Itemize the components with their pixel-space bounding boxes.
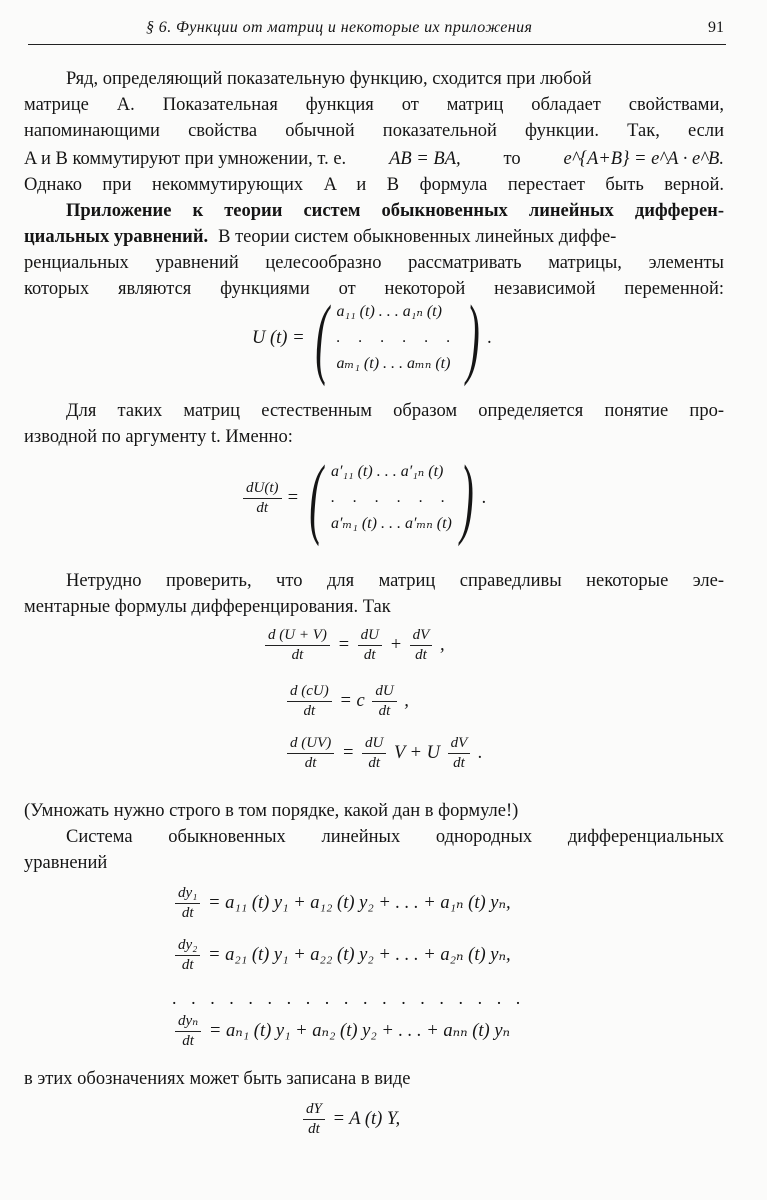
text-line: изводной по аргументу t. Именно: bbox=[24, 427, 293, 447]
final-equation bbox=[300, 1100, 400, 1139]
text-line: Однако при некоммутирующих A и B формула перестает быть верной. bbox=[24, 175, 724, 195]
fraction-numerator: dU(t) bbox=[243, 479, 282, 499]
system-equation-2 bbox=[172, 936, 511, 975]
operator: V + U bbox=[393, 742, 441, 763]
fraction-denominator: dt bbox=[181, 905, 194, 921]
formula-constant-rule bbox=[284, 682, 409, 721]
text-line bbox=[24, 224, 724, 251]
running-header bbox=[28, 16, 726, 45]
fraction-numerator: d (cU) bbox=[287, 682, 332, 702]
punctuation: . bbox=[481, 487, 487, 508]
text-line: напоминающими свойства обычной показательной функции. Так, если bbox=[24, 121, 724, 141]
fraction-denominator: dt bbox=[303, 703, 316, 719]
fraction-numerator: dU bbox=[362, 734, 386, 754]
ellipsis-row: ................... bbox=[172, 988, 535, 1008]
equation-rhs: = aₙ₁ (t) y₁ + aₙ₂ (t) y₂ + . . . + aₙₙ (t) yₙ bbox=[208, 1020, 511, 1041]
matrix-derivative-equation: $\frac{dU(t)}{dt}$ = ( a′₁₁ (t) . . . a′₁ₙ (t) . . . . . . a′ₘ₁ (t) . . . a′ₘₙ (t) ) . bbox=[240, 458, 487, 538]
text-line-commute bbox=[24, 146, 724, 173]
fraction bbox=[243, 479, 282, 518]
text-line: Для таких матриц естественным образом определяется понятие про- bbox=[66, 401, 724, 421]
text-line-note: (Умножать нужно строго в том порядке, какой дан в формуле!) bbox=[24, 801, 519, 821]
text-line: в этих обозначениях может быть записана в виде bbox=[24, 1069, 411, 1089]
matrix-row: a′₁₁ (t) . . . a′₁ₙ (t) bbox=[330, 463, 444, 480]
equation-rhs: = A (t) Y, bbox=[332, 1108, 401, 1129]
fraction-denominator: dt bbox=[453, 755, 465, 771]
fraction-numerator: dV bbox=[448, 734, 471, 754]
equals-sign: = bbox=[286, 487, 299, 508]
fraction-numerator: dU bbox=[372, 682, 396, 702]
fraction-numerator: dy₁ bbox=[175, 884, 200, 904]
fraction-denominator: dt bbox=[181, 957, 194, 973]
formula-ab: AB = BA, bbox=[389, 149, 461, 169]
matrix-row: a₁₁ (t) . . . a₁ₙ (t) bbox=[336, 303, 442, 320]
fraction-denominator: dt bbox=[182, 1033, 194, 1049]
equals-sign: = bbox=[337, 634, 350, 655]
fraction-denominator: dt bbox=[256, 499, 269, 516]
fraction-denominator: dt bbox=[291, 647, 304, 663]
matrix-lhs: U (t) = bbox=[252, 327, 305, 348]
equation-rhs: = a₁₁ (t) y₁ + a₁₂ (t) y₂ + . . . + a₁ₙ (t) yₙ, bbox=[208, 892, 511, 913]
matrix-row: . . . . . . bbox=[336, 329, 458, 346]
text-fragment: A и B коммутируют при умножении, т. е. bbox=[24, 149, 347, 169]
fraction-denominator: dt bbox=[368, 755, 380, 771]
section-heading: Приложение к теории систем обыкновенных линейных дифферен- bbox=[66, 201, 724, 221]
equals-sign: = bbox=[341, 742, 355, 763]
system-equation-1 bbox=[172, 884, 511, 923]
text-line: ментарные формулы дифференцирования. Так bbox=[24, 597, 391, 617]
fraction-numerator: d (U + V) bbox=[265, 626, 330, 646]
fraction-numerator: dV bbox=[410, 626, 433, 646]
fraction-denominator: dt bbox=[304, 755, 317, 771]
punctuation: , bbox=[404, 690, 409, 711]
matrix-row: . . . . . . bbox=[330, 489, 452, 506]
operator: + bbox=[389, 634, 403, 655]
text-line: Нетрудно проверить, что для матриц справедливы некоторые эле- bbox=[66, 571, 724, 591]
fraction-numerator: dy₂ bbox=[175, 936, 200, 956]
paragraph-exponential bbox=[24, 66, 724, 93]
fraction-numerator: d (UV) bbox=[287, 734, 334, 754]
fraction-denominator: dt bbox=[308, 1121, 320, 1137]
matrix-body bbox=[331, 459, 452, 537]
page-number: 91 bbox=[708, 19, 724, 36]
text-fragment: В теории систем обыкновенных линейных диффе- bbox=[218, 227, 617, 247]
formula-product-rule bbox=[284, 734, 483, 773]
text-line: матрице A. Показательная функция от матриц обладает свойствами, bbox=[24, 95, 724, 115]
formula-exp-sum: e^{A+B} = e^A · e^B. bbox=[563, 149, 724, 169]
text-line: которых являются функциями от некоторой независимой переменной: bbox=[24, 279, 724, 299]
formula-sum-rule bbox=[262, 626, 445, 665]
punctuation: . bbox=[477, 742, 483, 763]
matrix-row: a′ₘ₁ (t) . . . a′ₘₙ (t) bbox=[330, 515, 452, 532]
fraction-denominator: dt bbox=[363, 647, 376, 663]
fraction-denominator: dt bbox=[378, 703, 391, 719]
system-equation-n bbox=[172, 1012, 510, 1051]
equation-rhs: = a₂₁ (t) y₁ + a₂₂ (t) y₂ + . . . + a₂ₙ (t) yₙ, bbox=[208, 944, 511, 965]
text-line: Система обыкновенных линейных однородных дифференциальных bbox=[66, 827, 724, 847]
fraction-numerator: dyₙ bbox=[175, 1012, 201, 1032]
text-line: ренциальных уравнений целесообразно рассматривать матрицы, элементы bbox=[24, 253, 724, 273]
text-fragment: то bbox=[503, 149, 521, 169]
punctuation: . bbox=[487, 327, 493, 348]
matrix-body bbox=[337, 299, 458, 377]
section-heading-cont: циальных уравнений. bbox=[24, 227, 209, 247]
section-heading-line bbox=[24, 198, 724, 225]
text-line: Ряд, определяющий показательную функцию, сходится при любой bbox=[66, 69, 592, 89]
fraction-denominator: dt bbox=[415, 647, 427, 663]
text-line: уравнений bbox=[24, 853, 108, 873]
matrix-equation-U: U (t) = ( a₁₁ (t) . . . a₁ₙ (t) . . . . . . aₘ₁ (t) . . . aₘₙ (t) ) . bbox=[252, 288, 493, 387]
punctuation: , bbox=[439, 634, 445, 655]
fraction-numerator: dU bbox=[358, 626, 382, 646]
header-title: § 6. Функции от матриц и некоторые их приложения bbox=[146, 19, 533, 36]
equals-sign: = c bbox=[339, 690, 365, 711]
fraction-numerator: dY bbox=[303, 1100, 325, 1120]
matrix-row: aₘ₁ (t) . . . aₘₙ (t) bbox=[336, 355, 451, 372]
